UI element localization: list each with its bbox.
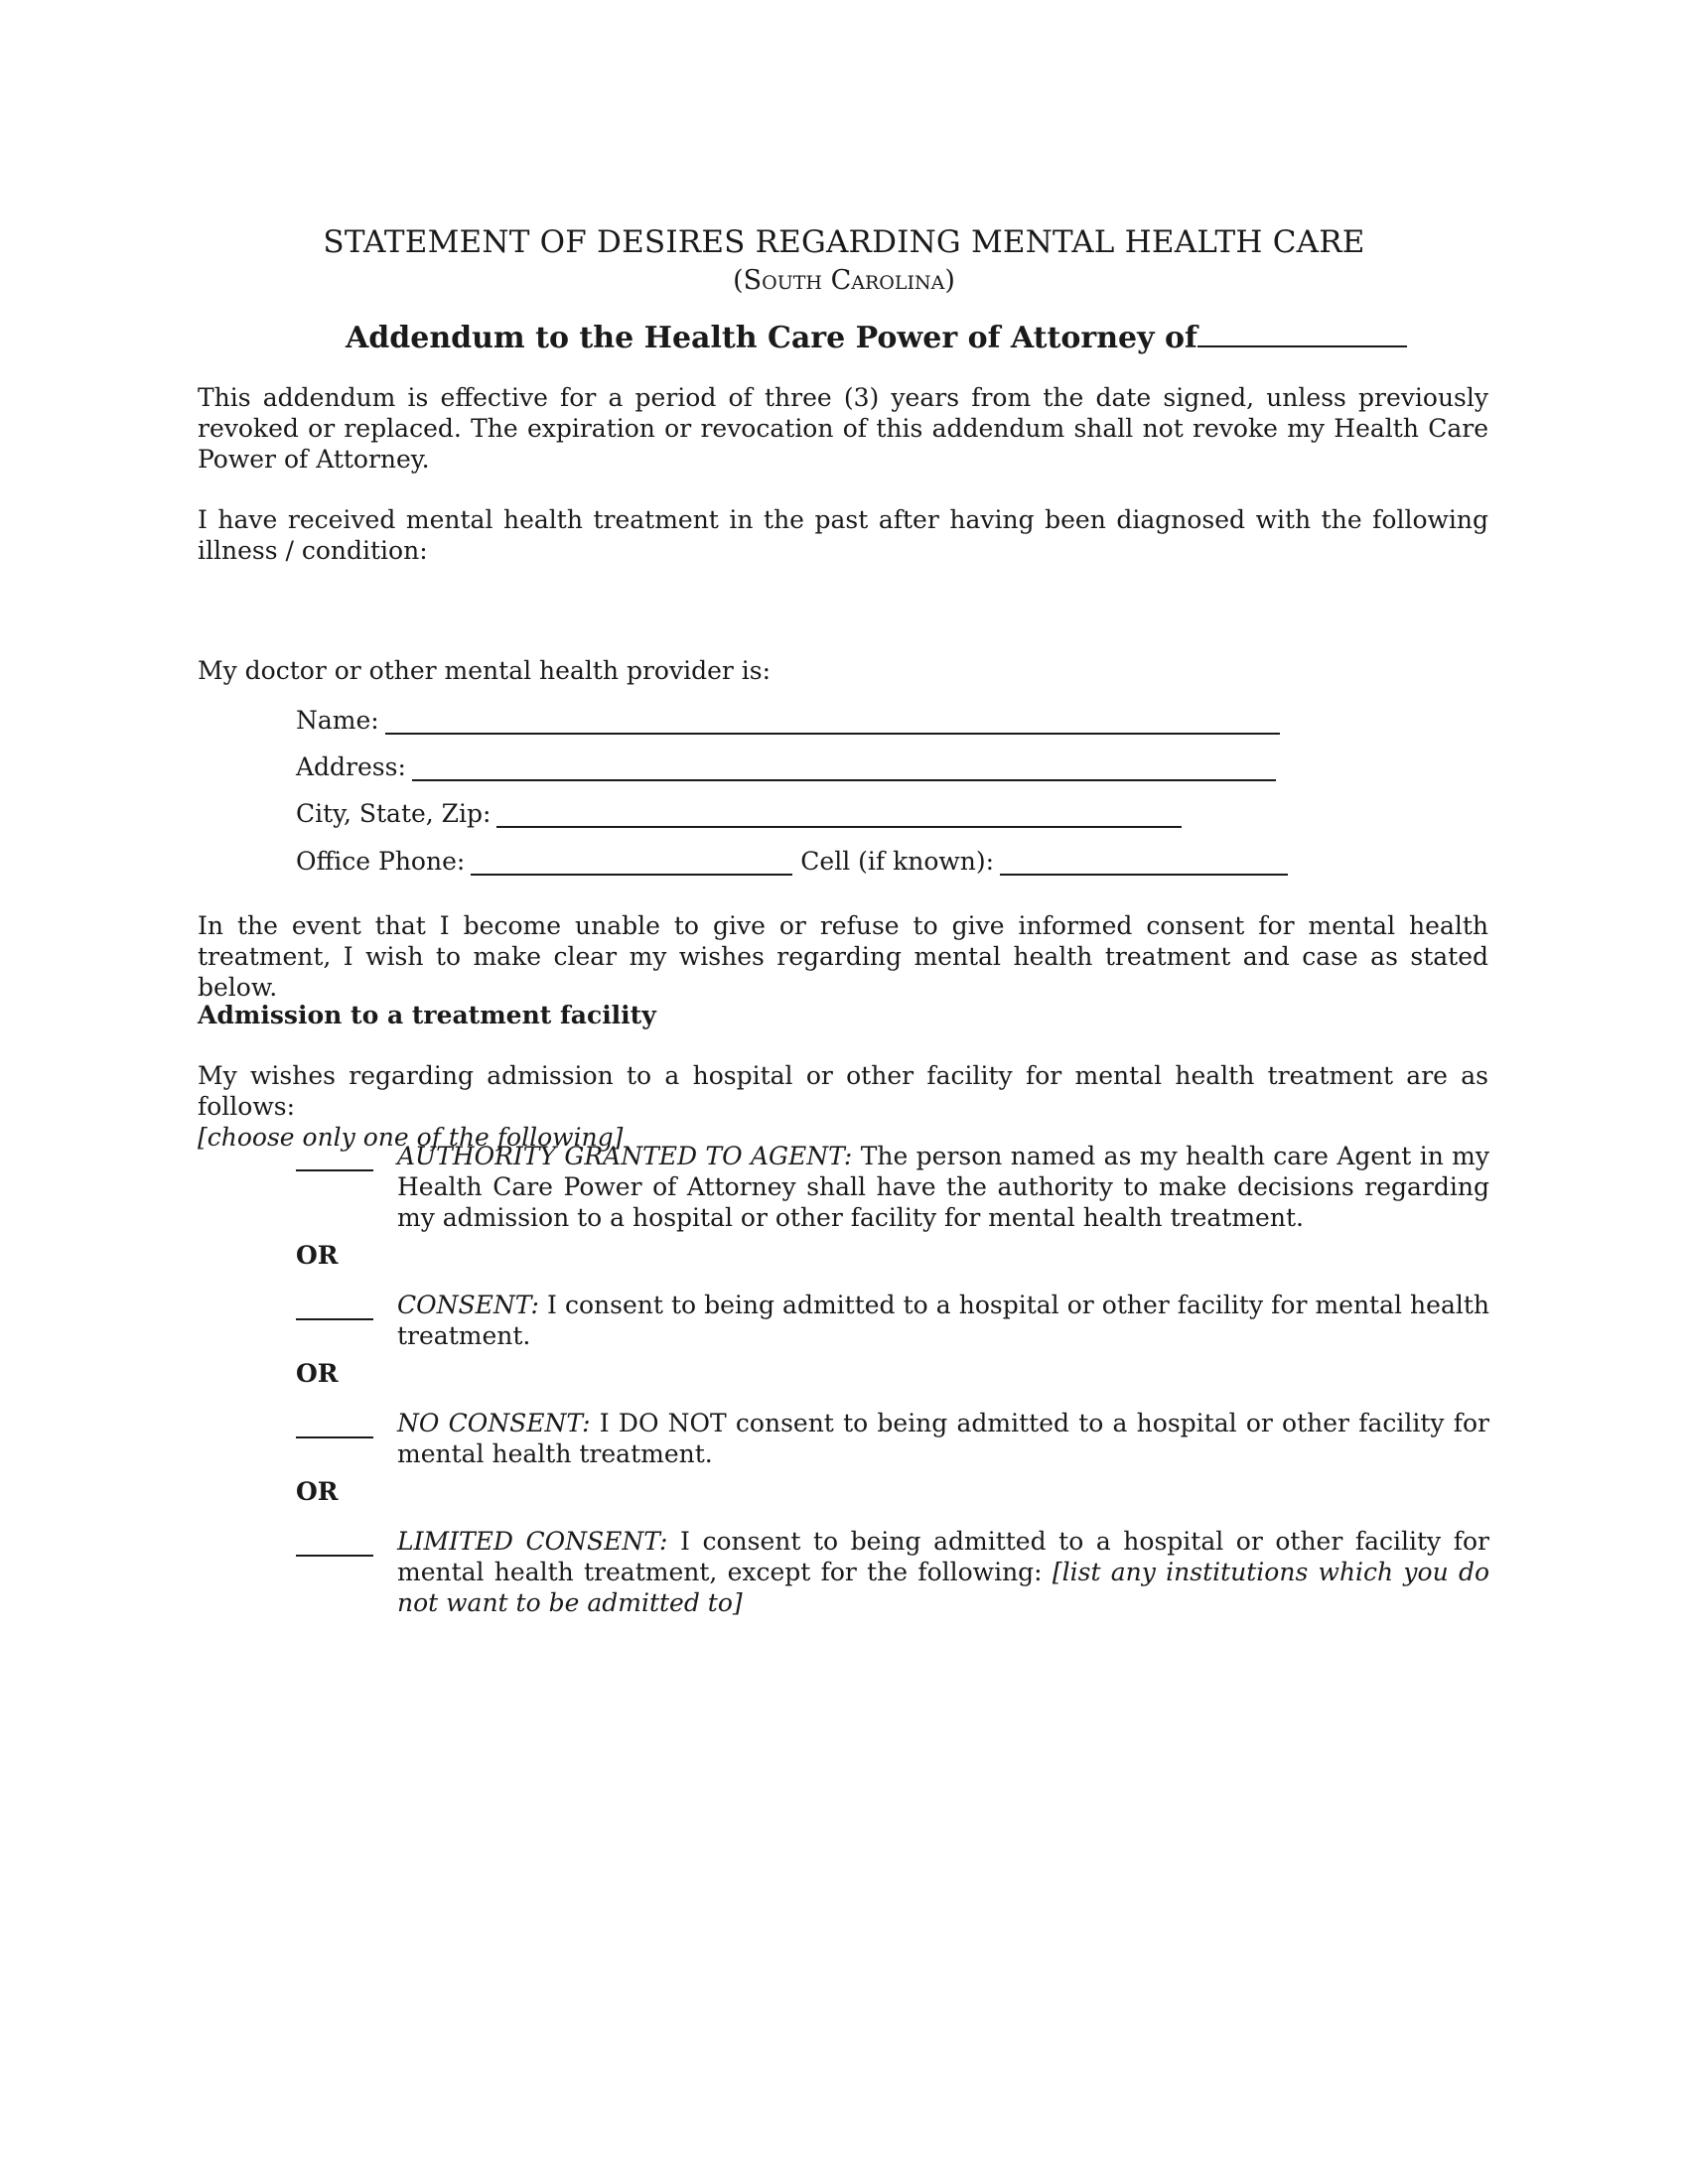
option-authority-tag: AUTHORITY GRANTED TO AGENT: bbox=[397, 1142, 853, 1170]
option-authority bbox=[397, 1141, 1489, 1233]
principal-name-blank[interactable] bbox=[1197, 320, 1407, 347]
provider-city-label: City, State, Zip: bbox=[296, 799, 492, 828]
office-phone-label: Office Phone: bbox=[296, 847, 466, 876]
provider-phone-row bbox=[296, 847, 1288, 876]
addendum-heading-text: Addendum to the Health Care Power of Attorney of bbox=[346, 321, 1197, 355]
effective-period-paragraph: This addendum is effective for a period of three (3) years from the date signed, unless previously revoked or replaced. The expiration or revocation of this addendum shall not revoke my Health Care Power of Attorney. bbox=[198, 383, 1488, 474]
provider-address-field[interactable] bbox=[412, 753, 1276, 781]
provider-city-row bbox=[296, 799, 1182, 828]
addendum-heading bbox=[346, 320, 1407, 355]
option-limited-consent-instruction: [list any institutions which you do not want to be admitted to] bbox=[397, 1558, 1489, 1617]
option-no-consent-text: I DO NOT consent to being admitted to a hospital or other facility for mental health treatment. bbox=[397, 1409, 1490, 1468]
provider-address-row bbox=[296, 752, 1276, 781]
provider-name-row bbox=[296, 706, 1280, 735]
or-separator: OR bbox=[296, 1359, 339, 1388]
option-limited-consent-tag: LIMITED CONSENT: bbox=[397, 1527, 668, 1556]
document-title: STATEMENT OF DESIRES REGARDING MENTAL HEALTH CARE bbox=[323, 224, 1365, 260]
provider-name-field[interactable] bbox=[385, 707, 1280, 735]
or-separator: OR bbox=[296, 1241, 339, 1270]
option-authority-blank[interactable] bbox=[296, 1167, 373, 1171]
option-authority-text: The person named as my health care Agent in my Health Care Power of Attorney shall have the authority to make decisions regarding my admission to a hospital or other facility for mental health treatment. bbox=[397, 1142, 1490, 1232]
document-subtitle: (South Carolina) bbox=[733, 265, 955, 296]
cell-phone-label: Cell (if known): bbox=[800, 847, 995, 876]
or-separator: OR bbox=[296, 1477, 339, 1506]
section-intro-block bbox=[198, 1060, 1488, 1153]
option-consent-tag: CONSENT: bbox=[397, 1291, 539, 1319]
provider-city-field[interactable] bbox=[496, 800, 1182, 828]
provider-address-label: Address: bbox=[296, 752, 406, 781]
option-consent-blank[interactable] bbox=[296, 1316, 373, 1320]
option-no-consent-blank[interactable] bbox=[296, 1434, 373, 1438]
section-instruction: [choose only one of the following] bbox=[198, 1123, 624, 1152]
section-heading: Admission to a treatment facility bbox=[198, 1001, 656, 1029]
section-intro: My wishes regarding admission to a hospital or other facility for mental health treatment are as follows: bbox=[198, 1061, 1488, 1121]
event-paragraph: In the event that I become unable to give or refuse to give informed consent for mental health treatment, I wish to make clear my wishes regarding mental health treatment and case as stated below. bbox=[198, 911, 1488, 1002]
option-limited-consent-blank[interactable] bbox=[296, 1553, 373, 1557]
cell-phone-field[interactable] bbox=[1000, 848, 1288, 876]
option-limited-consent-text: I consent to being admitted to a hospital or other facility for mental health treatment, except for the following: bbox=[397, 1527, 1490, 1586]
provider-intro: My doctor or other mental health provider is: bbox=[198, 656, 772, 685]
option-consent bbox=[397, 1290, 1489, 1351]
option-no-consent-tag: NO CONSENT: bbox=[397, 1409, 591, 1437]
option-limited-consent bbox=[397, 1526, 1489, 1618]
option-consent-text: I consent to being admitted to a hospital or other facility for mental health treatment. bbox=[397, 1291, 1489, 1350]
diagnosis-paragraph: I have received mental health treatment in the past after having been diagnosed with the following illness / condition: bbox=[198, 505, 1488, 565]
provider-name-label: Name: bbox=[296, 706, 379, 735]
option-no-consent bbox=[397, 1408, 1489, 1469]
office-phone-field[interactable] bbox=[471, 848, 792, 876]
